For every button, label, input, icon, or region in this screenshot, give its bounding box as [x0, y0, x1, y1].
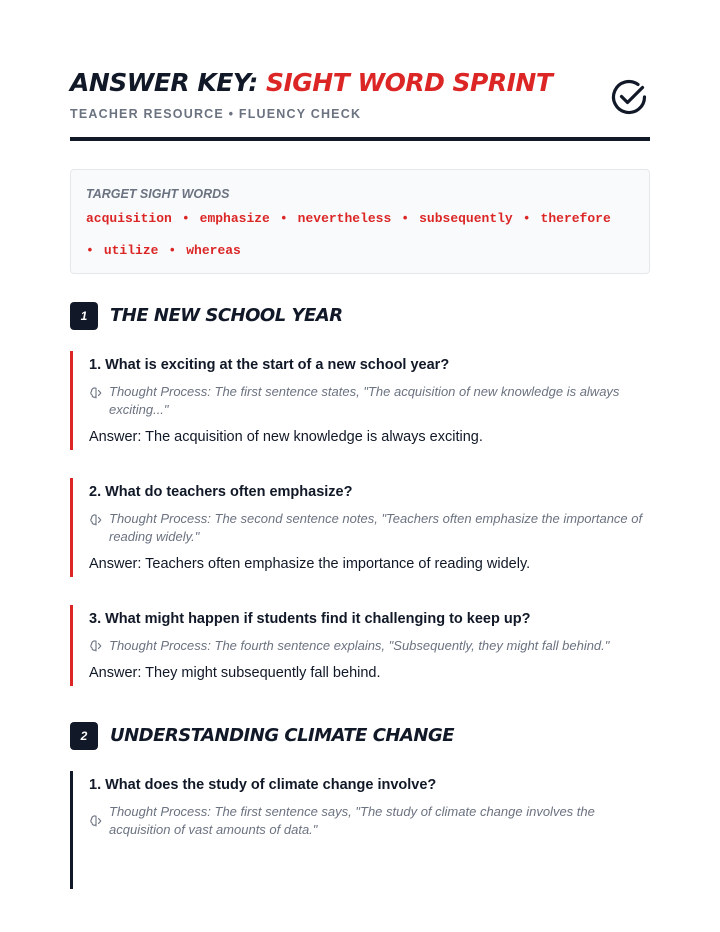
title-prefix: ANSWER KEY: — [70, 68, 258, 97]
thought-process — [89, 637, 650, 655]
word-list-line-1 — [86, 211, 611, 226]
section-heading — [70, 722, 650, 750]
sight-word: utilize — [103, 243, 159, 258]
answer-text: Answer: They might subsequently fall behind. — [89, 665, 381, 681]
header — [70, 68, 650, 140]
target-words-label: TARGET SIGHT WORDS — [86, 187, 230, 201]
title-main: SIGHT WORD SPRINT — [265, 68, 553, 97]
section-number-badge: 2 — [70, 722, 98, 750]
target-words-box — [70, 169, 650, 274]
sight-word: nevertheless — [297, 211, 392, 226]
brain-icon — [89, 513, 103, 527]
word-separator: • — [86, 243, 94, 258]
answer-text: Answer: The acquisition of new knowledge is always exciting. — [89, 429, 483, 445]
section-title: UNDERSTANDING CLIMATE CHANGE — [110, 725, 455, 746]
thought-process — [89, 510, 650, 546]
question-text: 2. What do teachers often emphasize? — [89, 484, 353, 500]
question-text: 1. What is exciting at the start of a new school year? — [89, 357, 450, 373]
page-subtitle: TEACHER RESOURCE • FLUENCY CHECK — [70, 107, 362, 121]
sight-word: subsequently — [419, 211, 513, 226]
brain-icon — [89, 814, 103, 828]
question-block — [70, 351, 650, 450]
sight-word: acquisition — [86, 211, 172, 226]
section-heading — [70, 302, 650, 330]
answer-text: Answer: Teachers often emphasize the importance of reading widely. — [89, 556, 531, 572]
section-title: THE NEW SCHOOL YEAR — [110, 305, 343, 326]
word-separator: • — [168, 243, 177, 258]
question-block — [70, 605, 650, 686]
question-text: 3. What might happen if students find it challenging to keep up? — [89, 611, 531, 627]
word-separator: • — [522, 211, 531, 226]
thought-process — [89, 383, 650, 419]
sight-word: whereas — [186, 243, 241, 258]
word-separator: • — [401, 211, 410, 226]
question-block — [70, 771, 650, 889]
word-list-line-2 — [86, 243, 241, 258]
word-separator: • — [279, 211, 288, 226]
page-title — [70, 68, 650, 97]
sight-word: emphasize — [199, 211, 270, 226]
brain-icon — [89, 639, 103, 653]
header-divider — [70, 137, 650, 141]
check-circle-icon — [608, 76, 650, 118]
brain-icon — [89, 386, 103, 400]
section-number-badge: 1 — [70, 302, 98, 330]
thought-text: Thought Process: The fourth sentence explains, "Subsequently, they might fall behind." — [109, 638, 610, 653]
thought-text: Thought Process: The first sentence states, "The acquisition of new knowledge is always exciting..." — [109, 384, 620, 417]
thought-process — [89, 803, 650, 839]
sight-word: therefore — [540, 211, 611, 226]
question-text: 1. What does the study of climate change involve? — [89, 777, 437, 793]
thought-text: Thought Process: The first sentence says, "The study of climate change involves the acquisition of vast amounts of data." — [109, 804, 595, 837]
word-separator: • — [181, 211, 190, 226]
question-block — [70, 478, 650, 577]
thought-text: Thought Process: The second sentence notes, "Teachers often emphasize the importance of reading widely." — [109, 511, 643, 544]
